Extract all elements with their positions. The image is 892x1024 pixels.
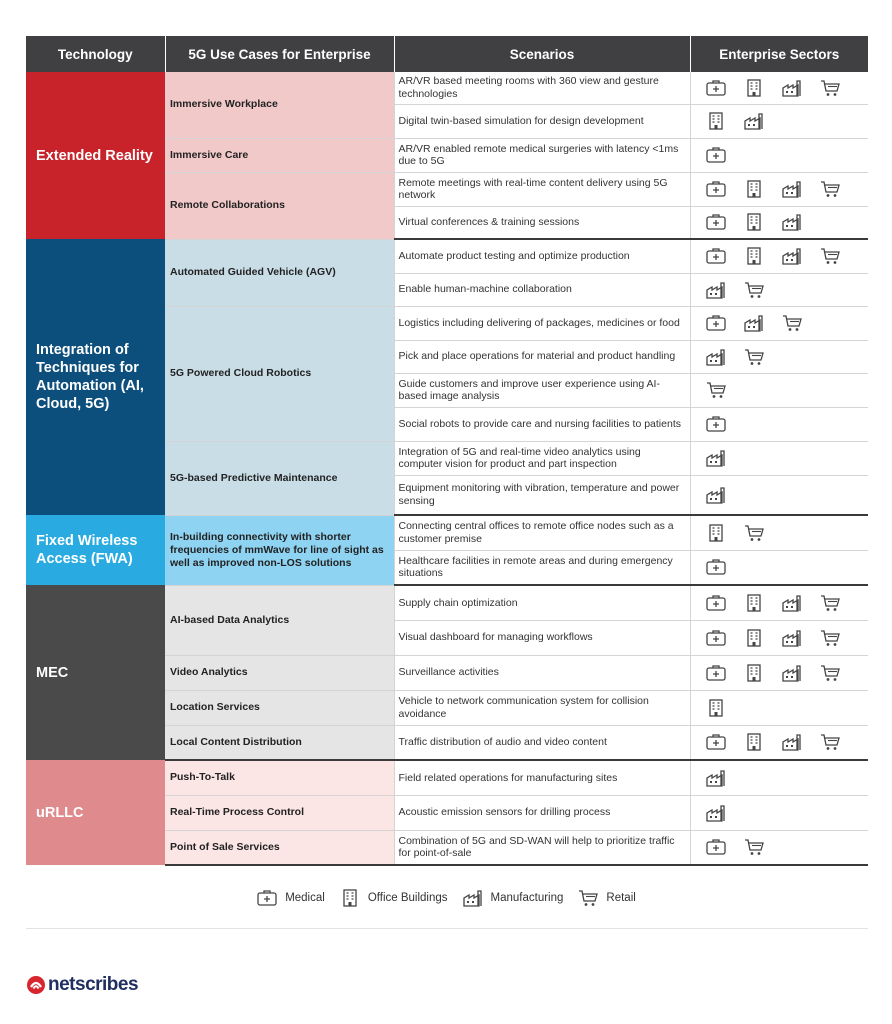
- medical-icon: [705, 78, 727, 98]
- technology-cell: MEC: [26, 585, 165, 760]
- sector-icons-cell: [690, 690, 868, 725]
- retail-icon: [819, 593, 841, 613]
- table-row: [26, 239, 868, 273]
- sector-icons-cell: [690, 655, 868, 690]
- medical-icon: [256, 888, 278, 908]
- sector-icons-cell: [690, 725, 868, 760]
- manufacturing-icon: [705, 768, 727, 788]
- retail-icon: [819, 78, 841, 98]
- retail-icon: [819, 732, 841, 752]
- scenario-cell: Pick and place operations for material and product handling: [394, 340, 690, 373]
- header-use-cases: 5G Use Cases for Enterprise: [165, 36, 394, 72]
- sector-icons-cell: [690, 72, 868, 104]
- manufacturing-icon: [462, 888, 484, 908]
- scenario-cell: AR/VR enabled remote medical surgeries with latency <1ms due to 5G: [394, 138, 690, 172]
- manufacturing-icon: [781, 732, 803, 752]
- legend-label: Office Buildings: [367, 892, 448, 904]
- scenario-cell: Integration of 5G and real-time video analytics using computer vision for product and part inspection: [394, 441, 690, 475]
- retail-icon: [743, 837, 765, 857]
- medical-icon: [705, 837, 727, 857]
- scenario-cell: Combination of 5G and SD-WAN will help to prioritize traffic for point-of-sale: [394, 830, 690, 865]
- use-case-cell: Real-Time Process Control: [165, 795, 394, 830]
- scenario-cell: Virtual conferences & training sessions: [394, 206, 690, 239]
- legend-item-office: [339, 888, 448, 908]
- office-icon: [743, 179, 765, 199]
- sector-icons-cell: [690, 585, 868, 620]
- sector-icons-cell: [690, 795, 868, 830]
- header-technology: Technology: [26, 36, 165, 72]
- use-case-table: [26, 36, 868, 866]
- manufacturing-icon: [743, 313, 765, 333]
- use-case-cell: Immersive Workplace: [165, 72, 394, 138]
- retail-icon: [743, 523, 765, 543]
- sectors-table-container: [26, 36, 868, 866]
- manufacturing-icon: [781, 179, 803, 199]
- scenario-cell: Vehicle to network communication system for collision avoidance: [394, 690, 690, 725]
- netscribes-mark-icon: [26, 975, 46, 995]
- use-case-cell: Point of Sale Services: [165, 830, 394, 865]
- scenario-cell: Enable human-machine collaboration: [394, 273, 690, 306]
- sector-icons-cell: [690, 620, 868, 655]
- sector-icons-cell: [690, 138, 868, 172]
- scenario-cell: Social robots to provide care and nursing facilities to patients: [394, 407, 690, 441]
- retail-icon: [705, 380, 727, 400]
- office-icon: [743, 78, 765, 98]
- technology-cell: Extended Reality: [26, 72, 165, 239]
- netscribes-logo: [26, 974, 138, 996]
- manufacturing-icon: [705, 448, 727, 468]
- manufacturing-icon: [781, 593, 803, 613]
- use-case-cell: Video Analytics: [165, 655, 394, 690]
- office-icon: [743, 663, 765, 683]
- scenario-cell: Field related operations for manufacturing sites: [394, 760, 690, 795]
- use-case-cell: Immersive Care: [165, 138, 394, 172]
- sector-icons-cell: [690, 340, 868, 373]
- sector-icons-cell: [690, 441, 868, 475]
- medical-icon: [705, 557, 727, 577]
- use-case-cell: In-building connectivity with shorter frequencies of mmWave for line of sight as well as improved non-LOS solutions: [165, 515, 394, 585]
- sector-legend: [0, 888, 892, 911]
- medical-icon: [705, 145, 727, 165]
- medical-icon: [705, 179, 727, 199]
- manufacturing-icon: [743, 111, 765, 131]
- technology-cell: uRLLC: [26, 760, 165, 865]
- scenario-cell: Supply chain optimization: [394, 585, 690, 620]
- sector-icons-cell: [690, 104, 868, 138]
- scenario-cell: Remote meetings with real-time content delivery using 5G network: [394, 172, 690, 206]
- table-row: [26, 585, 868, 620]
- manufacturing-icon: [781, 78, 803, 98]
- manufacturing-icon: [705, 347, 727, 367]
- retail-icon: [819, 246, 841, 266]
- medical-icon: [705, 732, 727, 752]
- manufacturing-icon: [705, 803, 727, 823]
- table-row: [26, 72, 868, 104]
- sector-icons-cell: [690, 515, 868, 550]
- use-case-cell: 5G-based Predictive Maintenance: [165, 441, 394, 515]
- office-icon: [743, 212, 765, 232]
- sector-icons-cell: [690, 760, 868, 795]
- use-case-cell: Local Content Distribution: [165, 725, 394, 760]
- retail-icon: [743, 347, 765, 367]
- manufacturing-icon: [781, 628, 803, 648]
- sector-icons-cell: [690, 273, 868, 306]
- scenario-cell: Connecting central offices to remote office nodes such as a customer premise: [394, 515, 690, 550]
- use-case-cell: Automated Guided Vehicle (AGV): [165, 239, 394, 306]
- medical-icon: [705, 313, 727, 333]
- scenario-cell: Surveillance activities: [394, 655, 690, 690]
- table-header-row: [26, 36, 868, 72]
- scenario-cell: Automate product testing and optimize production: [394, 239, 690, 273]
- retail-icon: [743, 280, 765, 300]
- brand-name: netscribes: [48, 974, 139, 995]
- use-case-cell: Remote Collaborations: [165, 172, 394, 239]
- medical-icon: [705, 628, 727, 648]
- scenario-cell: Logistics including delivering of packages, medicines or food: [394, 306, 690, 340]
- table-body: [26, 72, 868, 865]
- retail-icon: [819, 628, 841, 648]
- retail-icon: [819, 663, 841, 683]
- manufacturing-icon: [705, 280, 727, 300]
- office-icon: [339, 888, 361, 908]
- sector-icons-cell: [690, 407, 868, 441]
- retail-icon: [577, 888, 599, 908]
- legend-label: Manufacturing: [490, 892, 564, 904]
- table-row: [26, 515, 868, 550]
- sector-icons-cell: [690, 475, 868, 515]
- medical-icon: [705, 414, 727, 434]
- office-icon: [743, 593, 765, 613]
- medical-icon: [705, 663, 727, 683]
- manufacturing-icon: [705, 485, 727, 505]
- sector-icons-cell: [690, 830, 868, 865]
- scenario-cell: AR/VR based meeting rooms with 360 view and gesture technologies: [394, 72, 690, 104]
- header-sectors: Enterprise Sectors: [690, 36, 868, 72]
- manufacturing-icon: [781, 663, 803, 683]
- office-icon: [743, 246, 765, 266]
- retail-icon: [781, 313, 803, 333]
- sector-icons-cell: [690, 206, 868, 239]
- scenario-cell: Digital twin-based simulation for design development: [394, 104, 690, 138]
- scenario-cell: Visual dashboard for managing workflows: [394, 620, 690, 655]
- office-icon: [743, 628, 765, 648]
- header-scenarios: Scenarios: [394, 36, 690, 72]
- manufacturing-icon: [781, 246, 803, 266]
- sector-icons-cell: [690, 373, 868, 407]
- office-icon: [743, 732, 765, 752]
- legend-label: Medical: [285, 892, 325, 904]
- scenario-cell: Traffic distribution of audio and video content: [394, 725, 690, 760]
- legend-label: Retail: [606, 892, 636, 904]
- medical-icon: [705, 593, 727, 613]
- medical-icon: [705, 246, 727, 266]
- legend-item-retail: [577, 888, 635, 908]
- use-case-cell: 5G Powered Cloud Robotics: [165, 306, 394, 441]
- sector-icons-cell: [690, 306, 868, 340]
- table-row: [26, 760, 868, 795]
- sector-icons-cell: [690, 550, 868, 585]
- technology-cell: Fixed Wireless Access (FWA): [26, 515, 165, 585]
- manufacturing-icon: [781, 212, 803, 232]
- footer-divider: [26, 928, 868, 929]
- office-icon: [705, 523, 727, 543]
- office-icon: [705, 111, 727, 131]
- use-case-cell: Location Services: [165, 690, 394, 725]
- use-case-cell: AI-based Data Analytics: [165, 585, 394, 655]
- scenario-cell: Acoustic emission sensors for drilling process: [394, 795, 690, 830]
- legend-item-medical: [256, 888, 325, 908]
- office-icon: [705, 698, 727, 718]
- sector-icons-cell: [690, 239, 868, 273]
- retail-icon: [819, 179, 841, 199]
- use-case-cell: Push-To-Talk: [165, 760, 394, 795]
- scenario-cell: Healthcare facilities in remote areas and during emergency situations: [394, 550, 690, 585]
- scenario-cell: Equipment monitoring with vibration, temperature and power sensing: [394, 475, 690, 515]
- sector-icons-cell: [690, 172, 868, 206]
- medical-icon: [705, 212, 727, 232]
- scenario-cell: Guide customers and improve user experience using AI-based image analysis: [394, 373, 690, 407]
- legend-item-manufacturing: [462, 888, 564, 908]
- technology-cell: Integration of Techniques for Automation (AI, Cloud, 5G): [26, 239, 165, 515]
